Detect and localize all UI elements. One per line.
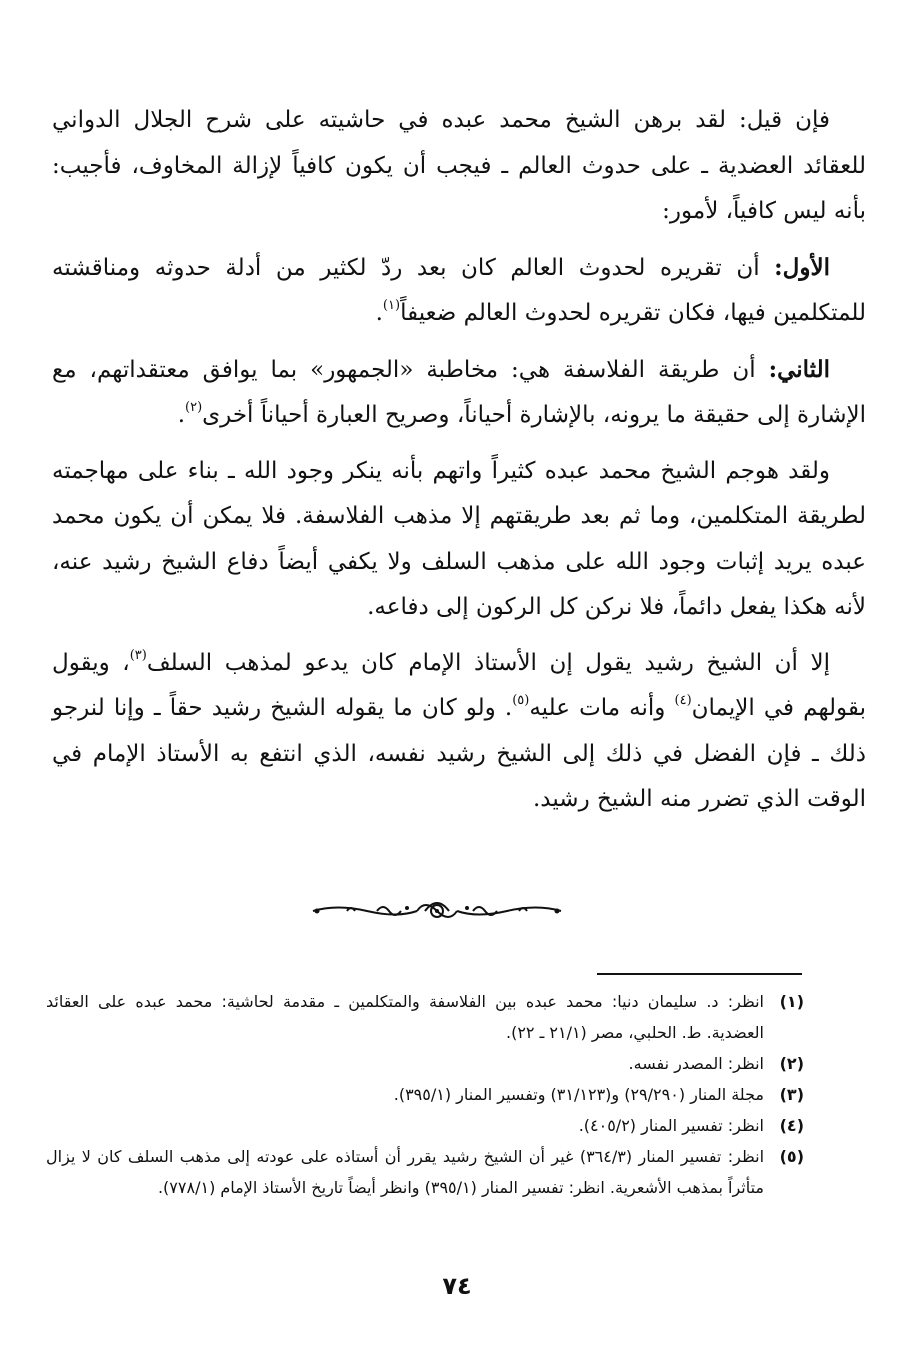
footnote-number: (٣): [779, 1085, 804, 1104]
page-number: ٧٤: [442, 1272, 472, 1300]
footnote-number: (١): [779, 992, 804, 1011]
paragraph-2: [52, 245, 866, 337]
paragraph-5-part-d: . ولو كان ما يقوله الشيخ رشيد حقاً ـ وإنا لنرجو ذلك ـ فإن الفضل في ذلك إلى الشيخ رشيد نفسه، الذي انتفع به الأستاذ الإمام في الوقت الذي تضرر منه الشيخ رشيد.: [52, 695, 866, 812]
paragraph-3-label: الثاني:: [768, 355, 830, 383]
footnote-2: [46, 1048, 804, 1079]
footnote-1: [46, 986, 804, 1048]
footnote-3: [46, 1079, 804, 1110]
footnote-separator: [597, 973, 802, 975]
paragraph-2-end: .: [375, 300, 383, 326]
paragraph-5: [52, 641, 866, 823]
footnote-ref-3: (٣): [129, 647, 147, 663]
footnote-ref-5: (٥): [512, 693, 530, 708]
footnote-4: [46, 1110, 804, 1141]
decorative-divider-icon: [307, 894, 567, 928]
footnote-5: [46, 1141, 804, 1203]
footnote-number: (٥): [779, 1147, 804, 1166]
paragraph-1: [52, 98, 866, 235]
footnote-number: (٢): [779, 1054, 804, 1073]
footnote-text: انظر: تفسير المنار (٣٦٤/٣) غير أن الشيخ رشيد يقرر أن أستاذه على عودته إلى مذهب السلف كان لا يزال متأثراً بمذهب الأشعرية. انظر: تفسير المنار (٣٩٥/١) وانظر أيضاً تاريخ الأستاذ الإمام (٧٧٨/١).: [46, 1147, 765, 1197]
footnote-ref-1: (١): [382, 298, 401, 313]
paragraph-5-part-c: وأنه مات عليه: [529, 695, 675, 721]
footnote-text: مجلة المنار (٢٩/٢٩٠) و(٣١/١٢٣) وتفسير المنار (٣٩٥/١).: [393, 1085, 764, 1104]
paragraph-3-end: .: [177, 402, 185, 428]
footnotes: [46, 986, 804, 1203]
paragraph-2-text: أن تقريره لحدوث العالم كان بعد ردّ لكثير من أدلة حدوثه ومناقشته للمتكلمين فيها، فكان تقريره لحدوث العالم ضعيفاً: [52, 254, 866, 326]
footnote-ref-2: (٢): [185, 400, 203, 415]
paragraph-3: [52, 347, 866, 439]
paragraph-4-text: ولقد هوجم الشيخ محمد عبده كثيراً واتهم بأنه ينكر وجود الله ـ بناء على مهاجمته لطريقة المتكلمين، وما ثم بعد طريقتهم إلا مذهب الفلاسفة. فلا يمكن أن يكون محمد عبده يريد إثبات وجود الله على مذهب السلف ولا يكفي أيضاً دفاع الشيخ رشيد عنه، لأنه هكذا يفعل دائماً، فلا نركن كل الركون إلى دفاعه.: [52, 457, 866, 620]
footnote-text: انظر: المصدر نفسه.: [628, 1054, 764, 1073]
paragraph-2-label: الأول:: [774, 253, 830, 281]
paragraph-5-part-a: إلا أن الشيخ رشيد يقول إن الأستاذ الإمام كان يدعو لمذهب السلف: [146, 649, 830, 676]
paragraph-3-text: أن طريقة الفلاسفة هي: مخاطبة «الجمهور» بما يوافق معتقداتهم، مع الإشارة إلى حقيقة ما يرونه، بالإشارة أحياناً، وصريح العبارة أحياناً أخرى: [52, 356, 866, 428]
paragraph-1-text: فإن قيل: لقد برهن الشيخ محمد عبده في حاشيته على شرح الجلال الدواني للعقائد العضدية ـ على حدوث العالم ـ فيجب أن يكون كافياً لإزالة المخاوف، فأجيب: بأنه ليس كافياً، لأمور:: [52, 107, 866, 224]
paragraph-5-part-b: ، ويقول بقولهم في الإيمان: [52, 649, 866, 721]
main-text: [52, 98, 866, 833]
footnote-text: انظر: د. سليمان دنيا: محمد عبده بين الفلاسفة والمتكلمين ـ مقدمة لحاشية: محمد عبده على العقائد العضدية. ط. الحلبي، مصر (٢١/١ ـ ٢٢).: [46, 992, 764, 1042]
paragraph-4: [52, 449, 866, 631]
footnote-number: (٤): [779, 1116, 804, 1135]
footnote-text: انظر: تفسير المنار (٤٠٥/٢).: [578, 1116, 764, 1135]
footnote-ref-4: (٤): [674, 693, 692, 708]
